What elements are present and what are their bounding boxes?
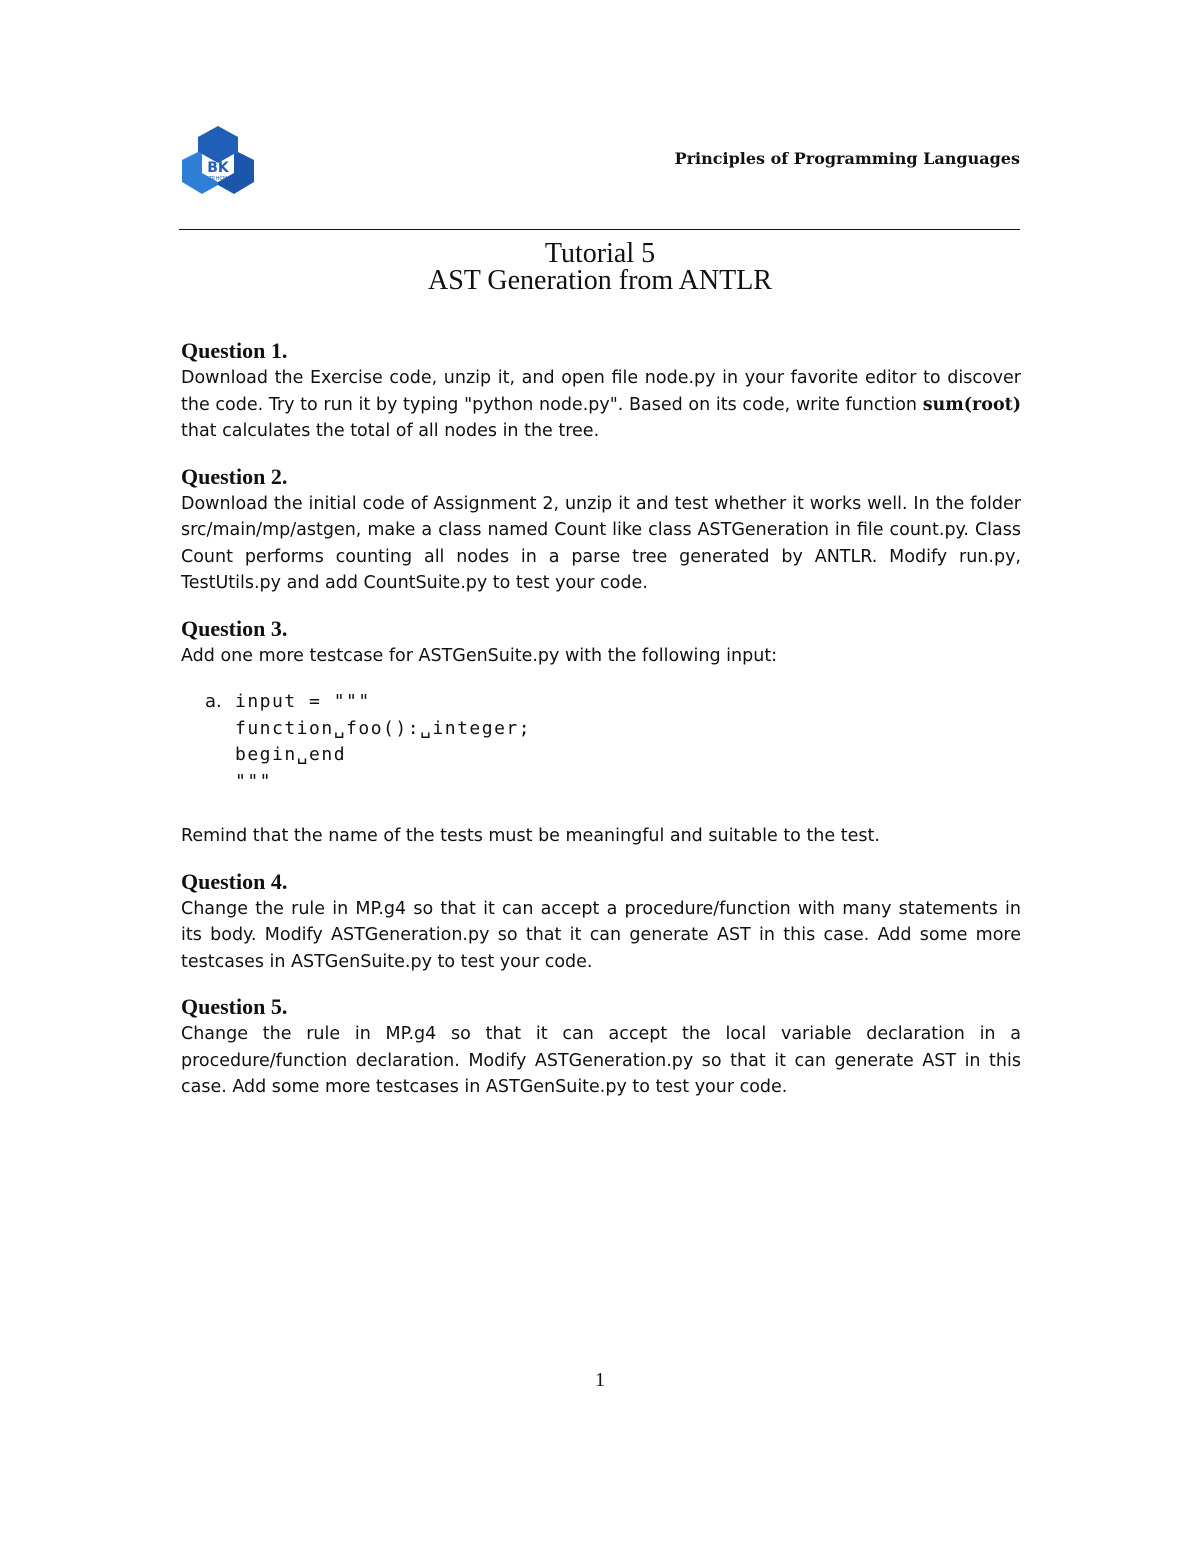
question-text: Download the initial code of Assignment 2, unzip it and test whether it works well. In the folder src/main/mp/astgen, make a class named Count like class ASTGeneration in file count.py. Class Count performs counting all nodes in a parse tree generated by ANTLR. Modify run.py, TestUtils.py and add CountSuite.py to test your code. <box>181 493 1021 593</box>
function-name: sum(root) <box>922 394 1021 415</box>
code-line: function␣foo():␣integer; <box>235 717 532 739</box>
question-1 <box>181 337 1021 445</box>
question-heading: Question 5. <box>181 994 288 1019</box>
questions-section <box>181 337 1021 1119</box>
question-heading: Question 3. <box>181 615 288 641</box>
question-4 <box>181 868 1021 976</box>
title-line-2: AST Generation from ANTLR <box>428 265 772 296</box>
page-number: 1 <box>595 1369 605 1391</box>
question-2 <box>181 463 1021 597</box>
question-text: Change the rule in MP.g4 so that it can accept a procedure/function with many statements in its body. Modify ASTGeneration.py so that it can generate AST in this case. Add some more testcases in ASTGenSuite.py to test your code. <box>181 898 1021 972</box>
university-logo <box>180 125 256 201</box>
question-text-part: Download the Exercise code, unzip it, and open file node.py in your favorite editor to discover the code. Try to run it by typing "python node.py". Based on its code, write function <box>181 368 1021 415</box>
question-text <box>181 365 1021 445</box>
title-line-1: Tutorial 5 <box>544 238 656 269</box>
code-line: begin␣end <box>235 744 347 765</box>
code-line: input = """ <box>235 691 371 712</box>
question-3 <box>181 615 1021 850</box>
document-title <box>180 240 1020 294</box>
code-example <box>205 689 1021 795</box>
logo-subtext: TP.HCM <box>208 176 228 182</box>
code-line: """ <box>235 770 273 792</box>
question-heading: Question 1. <box>181 338 288 363</box>
list-label: a. <box>205 691 222 712</box>
course-name: Principles of Programming Languages <box>674 149 1020 168</box>
logo-text: BK <box>207 160 229 176</box>
question-5 <box>181 993 1021 1101</box>
remind-text: Remind that the name of the tests must be meaningful and suitable to the test. <box>181 826 880 846</box>
question-text: Change the rule in MP.g4 so that it can accept the local variable declaration in a procedure/function declaration. Modify ASTGeneration.py so that it can generate AST in this case. Add some more testcases in ASTGenSuite.py to test your code. <box>181 1024 1021 1097</box>
question-heading: Question 2. <box>181 463 288 489</box>
question-heading: Question 4. <box>181 868 288 894</box>
question-text: Add one more testcase for ASTGenSuite.py with the following input: <box>181 645 778 666</box>
header-divider <box>179 229 1020 230</box>
question-text-part: that calculates the total of all nodes in the tree. <box>181 421 600 441</box>
